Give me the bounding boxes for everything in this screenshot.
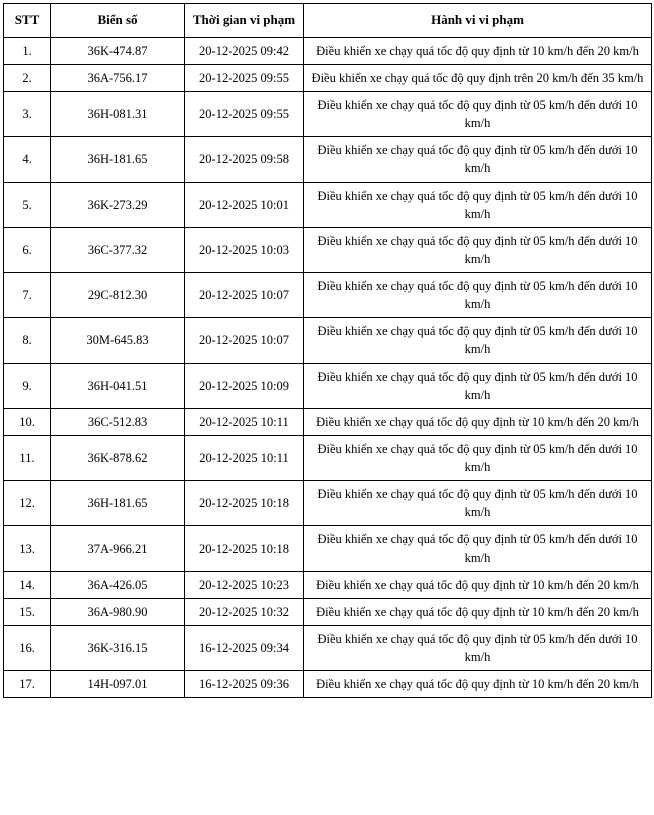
cell-stt: 8.: [4, 318, 51, 363]
cell-plate: 36K-474.87: [51, 37, 185, 64]
cell-stt: 12.: [4, 481, 51, 526]
table-row: [4, 227, 652, 272]
cell-behavior: Điều khiển xe chạy quá tốc độ quy định từ 10 km/h đến 20 km/h: [304, 408, 652, 435]
table-row: [4, 37, 652, 64]
table-body: [4, 37, 652, 698]
cell-plate: 36K-273.29: [51, 182, 185, 227]
cell-plate: 37A-966.21: [51, 526, 185, 571]
cell-stt: 7.: [4, 273, 51, 318]
cell-behavior: Điều khiển xe chạy quá tốc độ quy định từ 05 km/h đến dưới 10 km/h: [304, 363, 652, 408]
column-header-stt: STT: [4, 4, 51, 38]
cell-behavior: Điều khiển xe chạy quá tốc độ quy định từ 10 km/h đến 20 km/h: [304, 598, 652, 625]
table-row: [4, 408, 652, 435]
cell-time: 16-12-2025 09:36: [185, 671, 304, 698]
cell-behavior: Điều khiển xe chạy quá tốc độ quy định từ 10 km/h đến 20 km/h: [304, 671, 652, 698]
cell-plate: 36H-181.65: [51, 137, 185, 182]
table-row: [4, 182, 652, 227]
violations-table: [3, 3, 652, 698]
cell-time: 20-12-2025 09:58: [185, 137, 304, 182]
cell-behavior: Điều khiển xe chạy quá tốc độ quy định từ 05 km/h đến dưới 10 km/h: [304, 227, 652, 272]
cell-time: 20-12-2025 10:11: [185, 408, 304, 435]
table-row: [4, 363, 652, 408]
cell-behavior: Điều khiển xe chạy quá tốc độ quy định từ 05 km/h đến dưới 10 km/h: [304, 273, 652, 318]
cell-behavior: Điều khiển xe chạy quá tốc độ quy định từ 05 km/h đến dưới 10 km/h: [304, 137, 652, 182]
cell-time: 20-12-2025 10:32: [185, 598, 304, 625]
cell-plate: 36K-316.15: [51, 625, 185, 670]
cell-stt: 3.: [4, 92, 51, 137]
cell-time: 20-12-2025 10:18: [185, 526, 304, 571]
column-header-behavior: Hành vi vi phạm: [304, 4, 652, 38]
cell-stt: 11.: [4, 435, 51, 480]
table-header: [4, 4, 652, 38]
cell-stt: 2.: [4, 64, 51, 91]
table-row: [4, 435, 652, 480]
cell-time: 20-12-2025 10:23: [185, 571, 304, 598]
cell-plate: 29C-812.30: [51, 273, 185, 318]
cell-plate: 36A-426.05: [51, 571, 185, 598]
table-row: [4, 137, 652, 182]
table-row: [4, 273, 652, 318]
cell-stt: 14.: [4, 571, 51, 598]
cell-stt: 10.: [4, 408, 51, 435]
cell-time: 20-12-2025 10:03: [185, 227, 304, 272]
cell-stt: 13.: [4, 526, 51, 571]
cell-behavior: Điều khiển xe chạy quá tốc độ quy định trên 20 km/h đến 35 km/h: [304, 64, 652, 91]
cell-behavior: Điều khiển xe chạy quá tốc độ quy định từ 05 km/h đến dưới 10 km/h: [304, 526, 652, 571]
cell-stt: 1.: [4, 37, 51, 64]
table-row: [4, 64, 652, 91]
column-header-plate: Biển số: [51, 4, 185, 38]
cell-time: 20-12-2025 09:55: [185, 64, 304, 91]
cell-time: 20-12-2025 09:55: [185, 92, 304, 137]
cell-time: 20-12-2025 10:07: [185, 318, 304, 363]
cell-behavior: Điều khiển xe chạy quá tốc độ quy định từ 05 km/h đến dưới 10 km/h: [304, 435, 652, 480]
cell-plate: 36H-041.51: [51, 363, 185, 408]
table-row: [4, 526, 652, 571]
cell-time: 20-12-2025 10:18: [185, 481, 304, 526]
cell-time: 20-12-2025 10:11: [185, 435, 304, 480]
cell-stt: 6.: [4, 227, 51, 272]
cell-plate: 36K-878.62: [51, 435, 185, 480]
cell-behavior: Điều khiển xe chạy quá tốc độ quy định từ 05 km/h đến dưới 10 km/h: [304, 318, 652, 363]
cell-stt: 4.: [4, 137, 51, 182]
table-row: [4, 92, 652, 137]
cell-behavior: Điều khiển xe chạy quá tốc độ quy định từ 05 km/h đến dưới 10 km/h: [304, 481, 652, 526]
cell-plate: 14H-097.01: [51, 671, 185, 698]
cell-stt: 9.: [4, 363, 51, 408]
cell-stt: 17.: [4, 671, 51, 698]
cell-behavior: Điều khiển xe chạy quá tốc độ quy định từ 10 km/h đến 20 km/h: [304, 571, 652, 598]
table-row: [4, 481, 652, 526]
cell-stt: 5.: [4, 182, 51, 227]
cell-behavior: Điều khiển xe chạy quá tốc độ quy định từ 05 km/h đến dưới 10 km/h: [304, 182, 652, 227]
cell-plate: 36H-181.65: [51, 481, 185, 526]
document-page: [0, 3, 654, 815]
cell-plate: 36A-756.17: [51, 64, 185, 91]
cell-plate: 30M-645.83: [51, 318, 185, 363]
cell-time: 16-12-2025 09:34: [185, 625, 304, 670]
table-row: [4, 318, 652, 363]
cell-time: 20-12-2025 10:09: [185, 363, 304, 408]
cell-plate: 36H-081.31: [51, 92, 185, 137]
cell-stt: 15.: [4, 598, 51, 625]
table-row: [4, 625, 652, 670]
column-header-time: Thời gian vi phạm: [185, 4, 304, 38]
cell-behavior: Điều khiển xe chạy quá tốc độ quy định từ 10 km/h đến 20 km/h: [304, 37, 652, 64]
cell-time: 20-12-2025 10:01: [185, 182, 304, 227]
cell-plate: 36C-377.32: [51, 227, 185, 272]
table-row: [4, 671, 652, 698]
cell-stt: 16.: [4, 625, 51, 670]
table-row: [4, 571, 652, 598]
cell-time: 20-12-2025 10:07: [185, 273, 304, 318]
cell-behavior: Điều khiển xe chạy quá tốc độ quy định từ 05 km/h đến dưới 10 km/h: [304, 625, 652, 670]
cell-behavior: Điều khiển xe chạy quá tốc độ quy định từ 05 km/h đến dưới 10 km/h: [304, 92, 652, 137]
cell-plate: 36A-980.90: [51, 598, 185, 625]
table-header-row: [4, 4, 652, 38]
cell-time: 20-12-2025 09:42: [185, 37, 304, 64]
table-row: [4, 598, 652, 625]
cell-plate: 36C-512.83: [51, 408, 185, 435]
